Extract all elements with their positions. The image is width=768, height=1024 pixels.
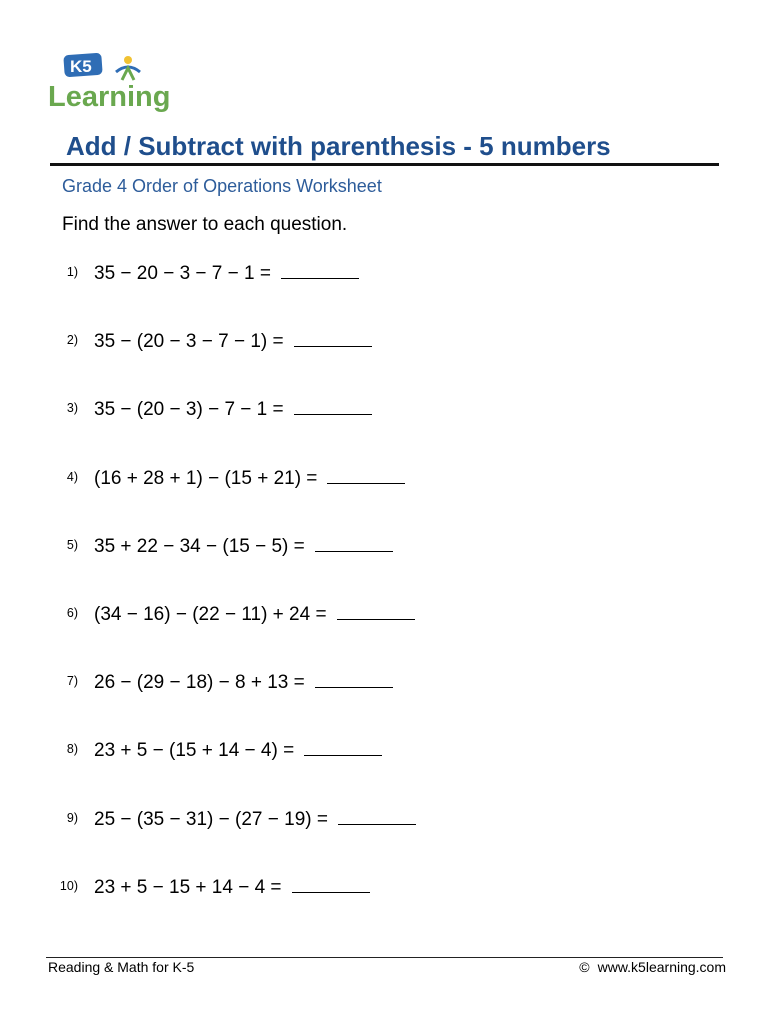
logo-k5-text: K5 (70, 57, 92, 76)
answer-blank[interactable] (327, 465, 405, 484)
footer-url: www.k5learning.com (597, 959, 726, 975)
answer-blank[interactable] (338, 806, 416, 825)
footer-tagline: Reading & Math for K-5 (48, 959, 195, 975)
instructions: Find the answer to each question. (62, 214, 348, 235)
answer-blank[interactable] (281, 260, 359, 279)
question-item (0, 260, 768, 290)
question-number: 2) (66, 333, 78, 348)
question-expression (94, 669, 393, 694)
answer-blank[interactable] (315, 533, 393, 552)
question-number: 9) (66, 810, 78, 825)
question-text: 35 + 22 − 34 − (15 − 5) = (94, 535, 305, 557)
question-expression (94, 533, 393, 558)
question-text: 23 + 5 − 15 + 14 − 4 = (94, 876, 282, 898)
footer-divider (46, 957, 723, 958)
question-text: 26 − (29 − 18) − 8 + 13 = (94, 672, 305, 694)
question-expression (94, 737, 382, 762)
question-text: 35 − 20 − 3 − 7 − 1 = (94, 263, 271, 284)
answer-blank[interactable] (337, 601, 415, 620)
question-item (0, 601, 768, 631)
title-underline (50, 163, 719, 166)
question-item (0, 533, 768, 563)
answer-blank[interactable] (294, 328, 372, 347)
answer-blank[interactable] (292, 874, 370, 893)
question-number: 6) (66, 606, 78, 620)
question-number: 8) (66, 742, 78, 757)
question-expression (94, 601, 415, 626)
question-number: 4) (66, 469, 78, 484)
question-expression (94, 396, 372, 421)
question-text: 23 + 5 − (15 + 14 − 4) = (94, 740, 295, 762)
question-item (0, 465, 768, 495)
question-expression (94, 874, 370, 899)
logo-learning-text: Learning (48, 81, 171, 112)
answer-blank[interactable] (304, 737, 382, 756)
question-text: 35 − (20 − 3) − 7 − 1 = (94, 399, 284, 421)
question-expression (94, 465, 405, 490)
question-expression (94, 806, 416, 831)
answer-blank[interactable] (294, 396, 372, 415)
footer-website (579, 959, 726, 975)
question-item (0, 737, 768, 767)
question-text: (16 + 28 + 1) − (15 + 21) = (94, 467, 318, 489)
page-title: Add / Subtract with parenthesis - 5 numbers (66, 131, 611, 161)
question-number: 10) (59, 878, 78, 893)
question-item (0, 328, 768, 358)
question-text: (34 − 16) − (22 − 11) + 24 = (94, 604, 327, 625)
question-item (0, 669, 768, 699)
k5-learning-logo (46, 50, 196, 112)
question-expression (94, 260, 359, 285)
question-number: 7) (66, 674, 78, 689)
question-text: 35 − (20 − 3 − 7 − 1) = (94, 331, 284, 353)
worksheet-subtitle: Grade 4 Order of Operations Worksheet (62, 176, 382, 196)
question-item (0, 396, 768, 426)
question-number: 3) (66, 401, 78, 416)
question-expression (94, 328, 372, 353)
question-item (0, 806, 768, 836)
question-number: 5) (66, 537, 78, 552)
question-text: 25 − (35 − 31) − (27 − 19) = (94, 808, 328, 830)
question-number: 1) (66, 265, 78, 279)
copyright-icon: © (579, 959, 590, 975)
answer-blank[interactable] (315, 669, 393, 688)
question-item (0, 874, 768, 904)
